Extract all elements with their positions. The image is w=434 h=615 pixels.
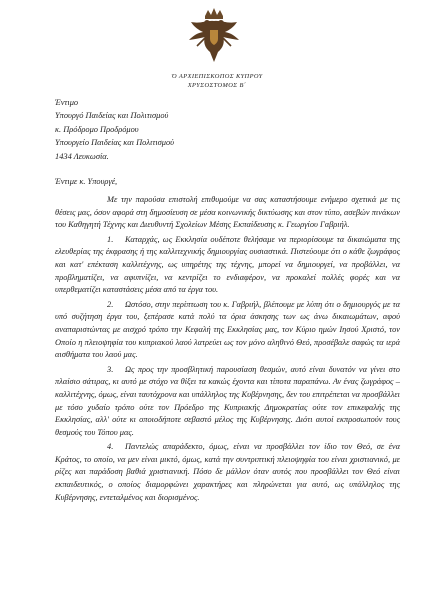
numbered-paragraph: 3. Ως προς την προσβλητική παρουσίαση θεσμών, αυτό είναι δυνατόν να γίνει στο πλαίσιο σάτιρας, κι αυτό με στόχο να θίξει τα κακώς έχοντα και τίποτα παραπάνω. Αν ένας ζωγράφος – καλλιτέχνης, όμως, είναι ταυτόχρονα και υπάλληλος της Κυβέρνησης, δεν του επιτρέπεται να προσβάλλει με τόσο χυδαίο τρόπο ούτε τον Πρόεδρο της Κυπριακής Δημοκρατίας ούτε τον επικεφαλής της Εκκλησίας, αλλ' ούτε κι οποιοδήποτε σεβαστό μέλος της Κυβέρνησης. Διότι αυτοί εκπροσωπούν τους θεσμούς του Τόπου μας.	[55, 364, 400, 437]
letterhead-name: ΧΡΥΣΟΣΤΟΜΟΣ Β΄	[187, 82, 247, 89]
salutation: Έντιμε κ. Υπουργέ,	[55, 177, 118, 186]
address-line: Υπουργείο Παιδείας και Πολιτισμού	[55, 138, 175, 148]
recipient-address	[55, 96, 174, 163]
address-line: 1434 Λευκωσία.	[55, 151, 109, 161]
letterhead	[0, 72, 434, 90]
address-line: Έντιμο	[55, 98, 79, 107]
intro-paragraph: Με την παρούσα επιστολή επιθυμούμε να σας καταστήσουμε ενήμερο σχετικά με τις θέσεις μας, όσον αφορά στη δημοσίευση σε μέσα κοινωνικής δικτύωσης και στον τύπο, ασεβών πινάκων του Καθηγητή Τέχνης και Διευθυντή Σχολείων Μέσης Εκπαίδευσης κ. Γεωργίου Γαβριήλ.	[55, 195, 400, 230]
numbered-paragraph: 2. Ωστόσο, στην περίπτωση του κ. Γαβριήλ, βλέπουμε με λύπη ότι ο δημιουργός με τα υπό συζήτηση έργα του, ξεπέρασε κατά πολύ τα όρια άσκησης των ως άνω δικαιωμάτων, αφού αναπαριστώντας με αισχρό τρόπο την Κεφαλή της Εκκλησίας μας, τον Κύριο ημών Ιησού Χριστό, τον Οποίο η πλειοψηφία του κυπριακού λαού λατρεύει ως τον μόνο αληθινό Θεό, προσέβαλε σαφώς τα ιερά αισθήματα του λαού μας.	[55, 299, 400, 360]
letter-body	[55, 194, 400, 506]
address-line: κ. Πρόδρομο Προδρόμου	[55, 124, 139, 134]
numbered-paragraph: 1. Καταρχάς, ως Εκκλησία ουδέποτε θελήσαμε να περιορίσουμε τα δικαιώματα της ελευθερίας της έκφρασης ή της καλλιτεχνικής δημιουργίας ουσιαστικά. Πιστεύουμε ότι ο κάθε ζωγράφος και κατ' επέκταση καλλιτέχνης, ως υπηρέτης της τέχνης, μπορεί να δημιουργεί, να προβάλλει, να προβληματίζει, να αφυπνίζει, να κεντρίζει το ενδιαφέρον, να προκαλεί πολλές φορές και να υπερθεματίζει καταστάσεις μέσα από τα έργα του.	[55, 234, 400, 295]
numbered-paragraph: 4. Παντελώς απαράδεκτο, όμως, είναι να προσβάλλει τον ίδιο τον Θεό, σε ένα Κράτος, το οποίο, να μεν είναι μικτό, όμως, κατά την συντριπτική πλειοψηφία του είναι χριστιανικό, με ρίζες και παράδοση βαθιά χριστιανική. Πόσο δε μάλλον όταν αυτός που προσβάλλει τον Θεό είναι εκπαιδευτικός, ο οποίος διαμορφώνει χαρακτήρες και πληρώνεται για αυτό, ως υπάλληλος της Κυβέρνησης, εντεταλμένος και διορισμένος.	[55, 442, 400, 502]
letterhead-title: Ὁ ΑΡΧΙΕΠΙΣΚΟΠΟΣ ΚΥΠΡΟΥ	[171, 73, 263, 80]
address-line: Υπουργό Παιδείας και Πολιτισμού	[55, 111, 169, 121]
archbishop-crest-icon	[183, 6, 245, 66]
